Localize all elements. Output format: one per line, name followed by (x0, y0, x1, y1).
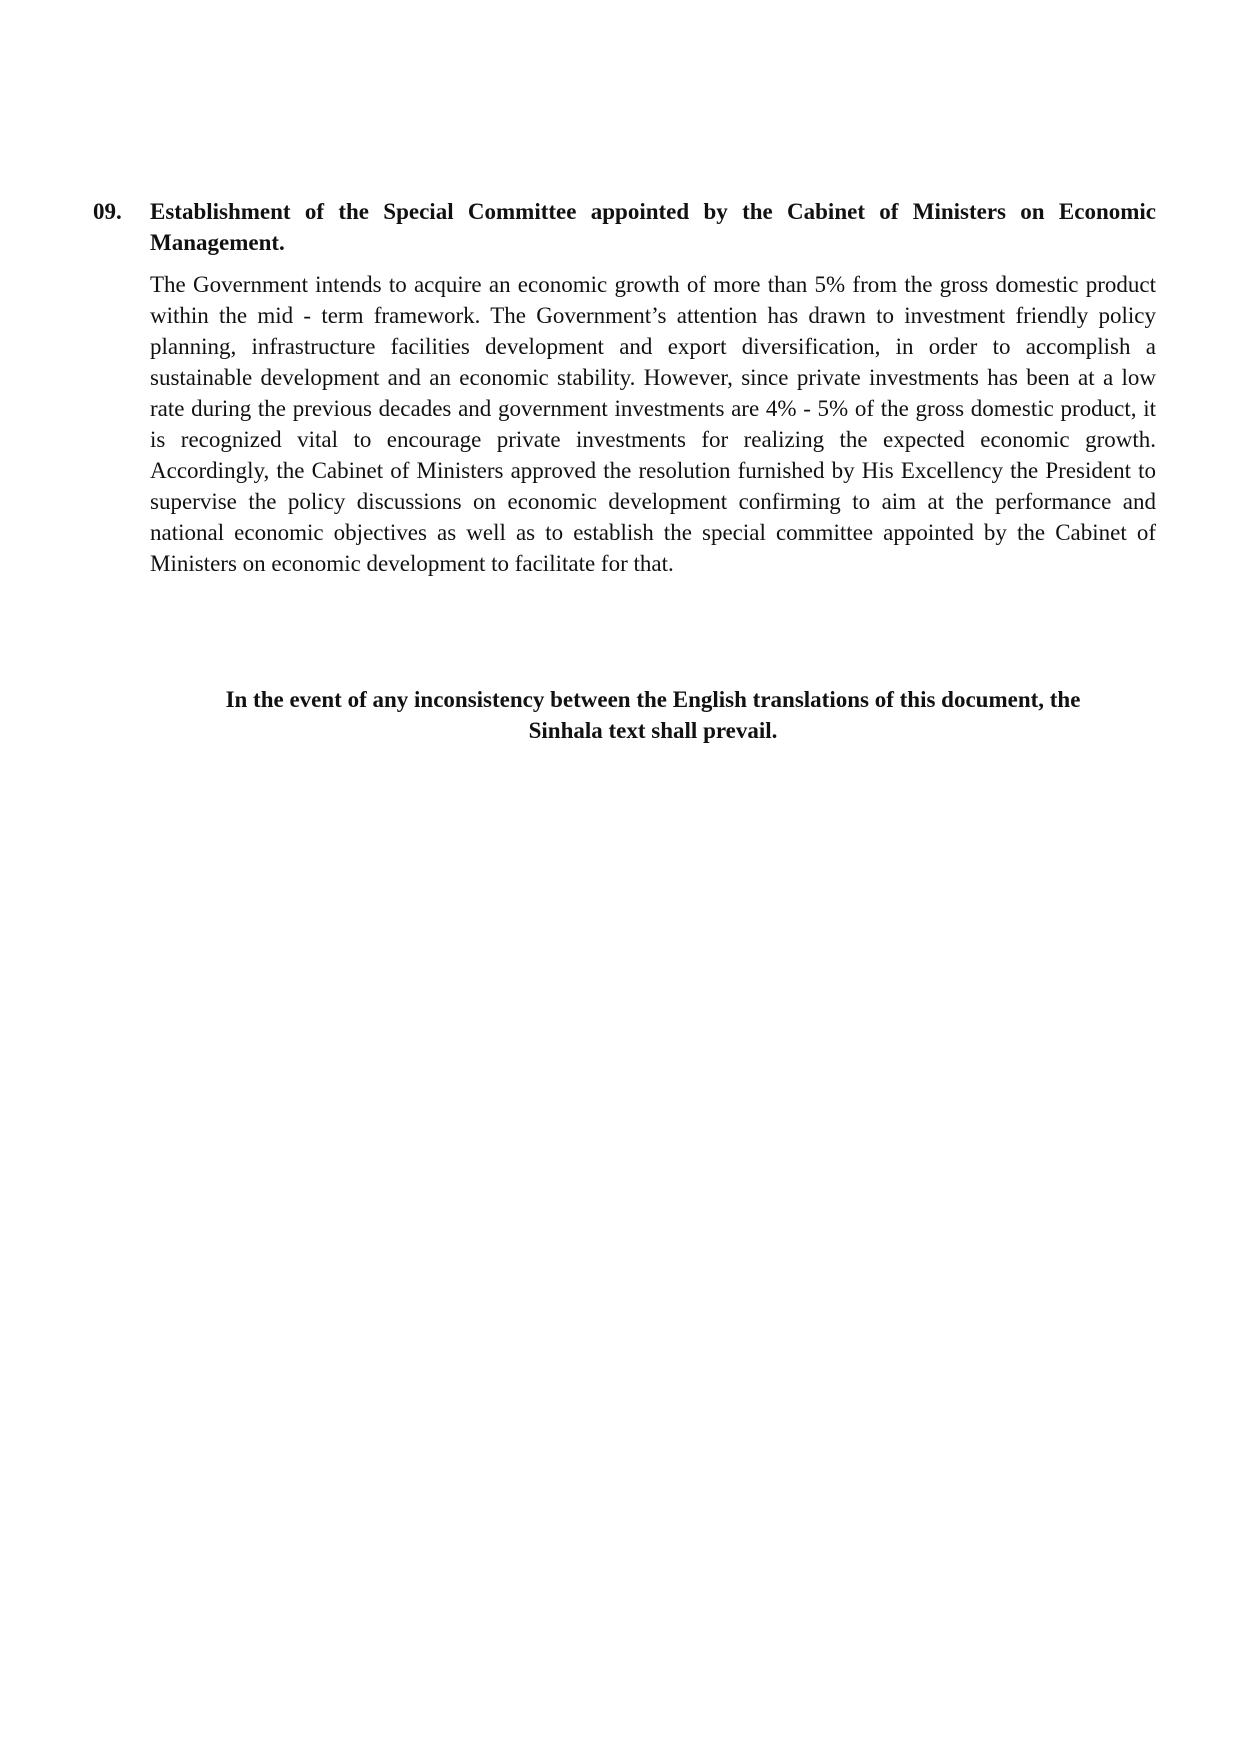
item-number: 09. (93, 199, 122, 224)
translation-disclaimer (150, 684, 1156, 746)
item-body-paragraph: The Government intends to acquire an economic growth of more than 5% from the gross domestic product within the mid - term framework. The Government’s attention has drawn to investment friendly policy planning, infrastructure facilities development and export diversification, in order to accomplish a sustainable development and an economic stability. However, since private investments has been at a low rate during the previous decades and government investments are 4% - 5% of the gross domestic product, it is recognized vital to encourage private investments for realizing the expected economic growth. Accordingly, the Cabinet of Ministers approved the resolution furnished by His Excellency the President to supervise the policy discussions on economic development confirming to aim at the performance and national economic objectives as well as to establish the special committee appointed by the Cabinet of Ministers on economic development to facilitate for that. (150, 272, 1156, 576)
disclaimer-line-2: Sinhala text shall prevail. (528, 718, 778, 743)
disclaimer-line-1: In the event of any inconsistency between the English translations of this document, the (225, 687, 1081, 712)
item-heading: Establishment of the Special Committee appointed by the Cabinet of Ministers on Economic Management. (150, 199, 1156, 255)
decision-item (93, 196, 1156, 579)
